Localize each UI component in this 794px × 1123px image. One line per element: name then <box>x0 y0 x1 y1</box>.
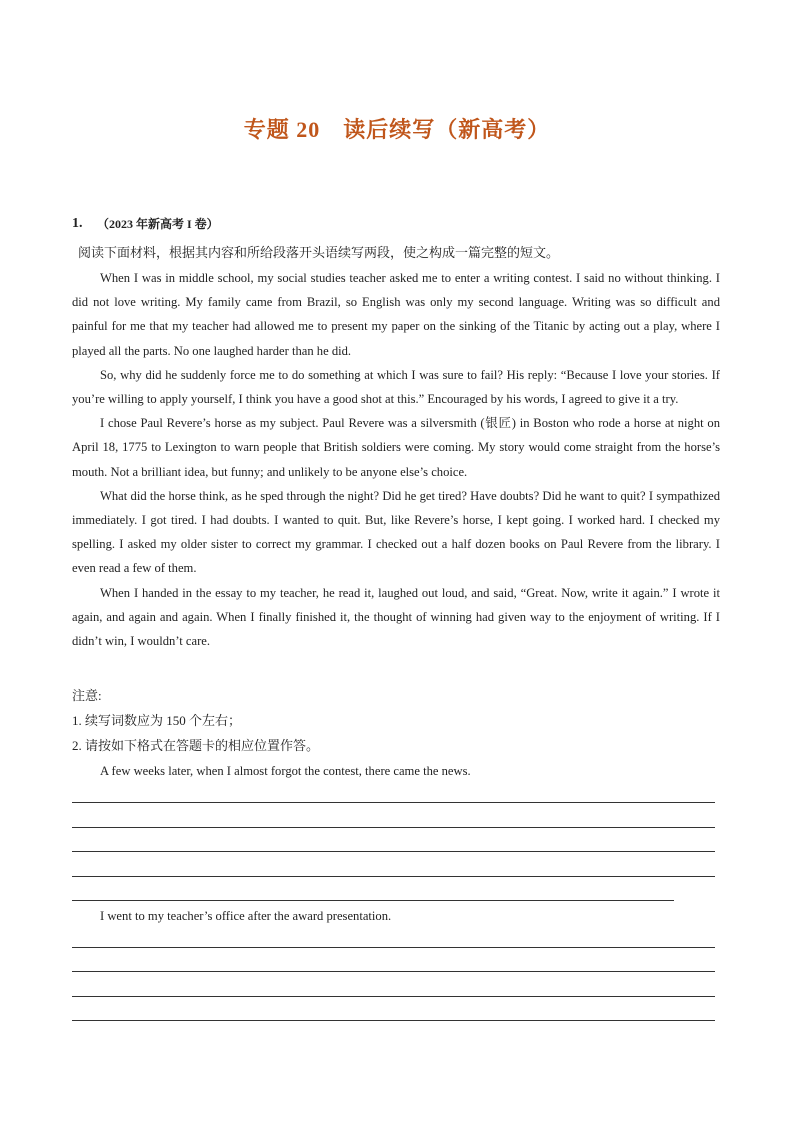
notes-heading: 注意: <box>72 688 102 703</box>
passage-paragraph: I chose Paul Revere’s horse as my subject. Paul Revere was a silversmith (银匠) in Boston who rode a horse at night on April 18, 1775 to Lexington to warn people that British soldiers were coming. My story would come straight from the horse’s mouth. Not a brilliant idea, but funny; and unlikely to be anyone else’s choice. <box>72 416 720 479</box>
question-source: （2023 年新高考 I 卷） <box>97 217 219 231</box>
passage-paragraph: When I handed in the essay to my teacher, he read it, laughed out loud, and said, “Great. Now, write it again.” I wrote it again, and again and again. When I finally finished it, the thought of winning had given way to the enjoyment of writing. If I didn’t win, I wouldn’t care. <box>72 585 720 649</box>
question-instruction: 阅读下面材料，根据其内容和所给段落开头语续写两段，使之构成一篇完整的短文。 <box>78 245 560 260</box>
answer-line[interactable] <box>72 827 715 828</box>
continuation-prompt-2: I went to my teacher’s office after the award presentation. <box>100 909 392 923</box>
passage-paragraph: What did the horse think, as he sped through the night? Did he get tired? Have doubts? Did he want to quit? I sympathized immediately. I got tired. I had doubts. I wanted to quit. But, like Revere’s horse, I kept going. I worked hard. I checked my spelling. I asked my older sister to correct my grammar. I checked out a half dozen books on Paul Revere from the library. I even read a few of them. <box>72 488 720 576</box>
answer-line[interactable] <box>72 876 715 877</box>
answer-line[interactable] <box>72 1020 715 1021</box>
answer-line[interactable] <box>72 802 715 803</box>
note-item: 2. 请按如下格式在答题卡的相应位置作答。 <box>72 738 320 753</box>
answer-line[interactable] <box>72 971 715 972</box>
question-number: 1. <box>72 216 83 231</box>
answer-line[interactable] <box>72 900 674 901</box>
reading-passage <box>72 266 720 653</box>
passage-paragraph: When I was in middle school, my social studies teacher asked me to enter a writing contest. I said no without thinking. I did not love writing. My family came from Brazil, so English was only my second language. Writing was so difficult and painful for me that my teacher had allowed me to present my paper on the sinking of the Titanic by acting out a play, where I played all the parts. No one laughed harder than he did. <box>72 271 720 358</box>
note-item: 1. 续写词数应为 150 个左右； <box>72 713 242 728</box>
answer-line[interactable] <box>72 947 715 948</box>
page-title: 专题 20 读后续写（新高考） <box>243 117 551 142</box>
continuation-prompt-1: A few weeks later, when I almost forgot the contest, there came the news. <box>100 764 471 778</box>
passage-paragraph: So, why did he suddenly force me to do something at which I was sure to fail? His reply: “Because I love your stories. If you’re willing to apply yourself, I think you have a good shot at this.” Encouraged by his words, I agreed to give it a try. <box>72 367 720 407</box>
answer-line[interactable] <box>72 996 715 997</box>
answer-line[interactable] <box>72 851 715 852</box>
